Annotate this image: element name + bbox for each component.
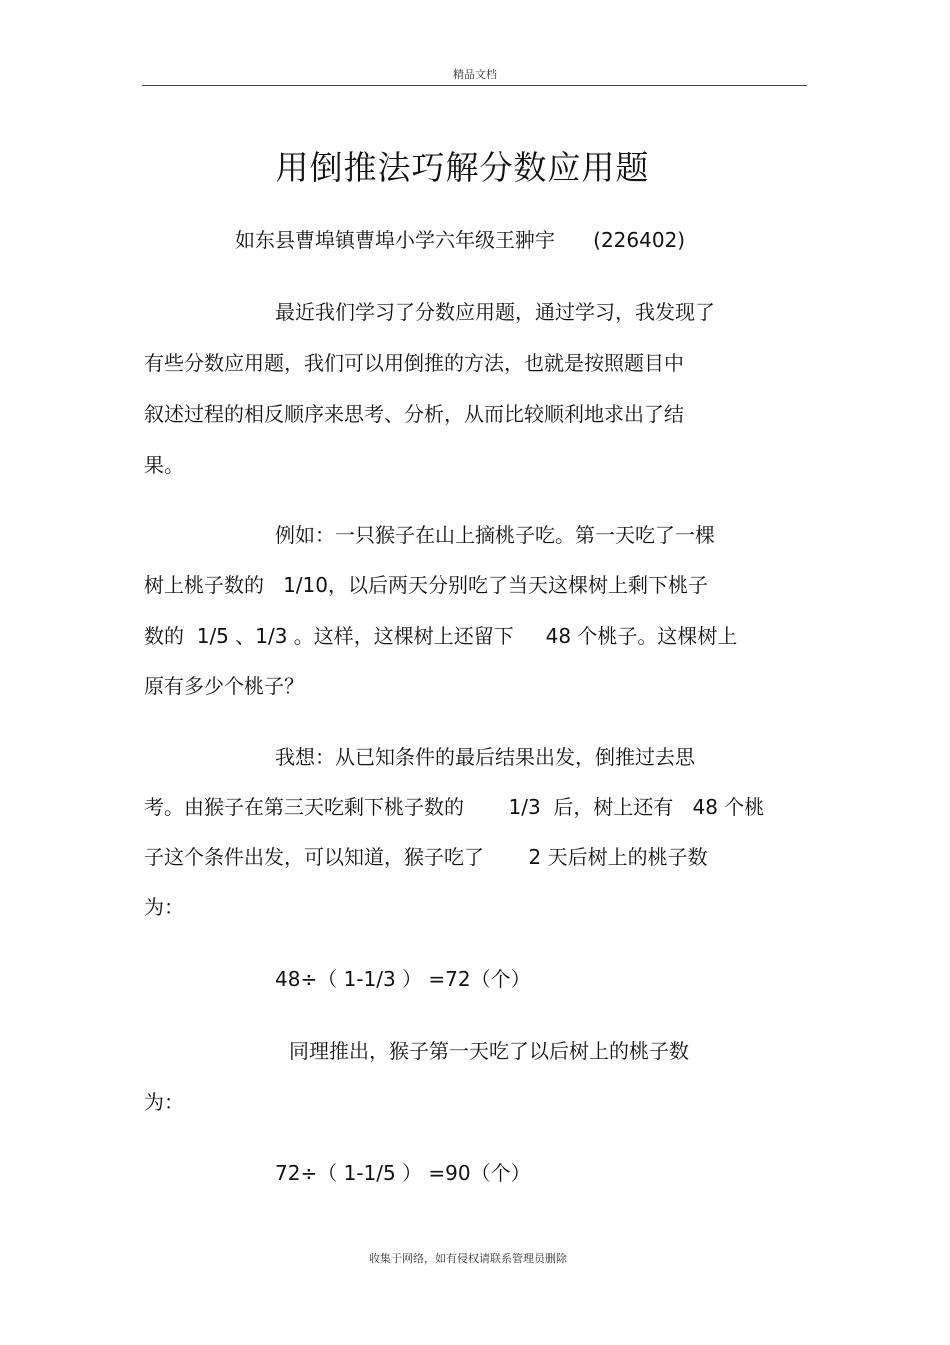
thought-line-4: 为： — [144, 895, 184, 919]
page-header-label: 精品文档 — [453, 68, 497, 81]
same-reason-line-1: 同理推出，猴子第一天吃了以后树上的桃子数 — [289, 1039, 689, 1063]
thought-line-2: 考。由猴子在第三天吃剩下桃子数的 1/3 后，树上还有 48 个桃 — [144, 795, 765, 819]
intro-line-3: 叙述过程的相反顺序来思考、分析，从而比较顺利地求出了结 — [144, 402, 684, 426]
header-divider — [142, 85, 807, 86]
thought-line-3: 子这个条件出发，可以知道，猴子吃了 2 天后树上的桃子数 — [144, 845, 708, 869]
page-footer-label: 收集于网络，如有侵权请联系管理员删除 — [369, 1252, 567, 1265]
article-title: 用倒推法巧解分数应用题 — [275, 148, 650, 187]
example-line-3: 数的 1/5 、1/3 。这样，这棵树上还留下 48 个桃子。这棵树上 — [144, 624, 738, 648]
intro-line-4: 果。 — [144, 453, 184, 477]
intro-line-1: 最近我们学习了分数应用题，通过学习，我发现了 — [275, 300, 715, 324]
intro-line-2: 有些分数应用题，我们可以用倒推的方法，也就是按照题目中 — [144, 351, 684, 375]
example-line-4: 原有多少个桃子？ — [144, 674, 304, 698]
formula-1: 48÷（ 1-1/3 ） =72（个） — [275, 967, 531, 991]
formula-2: 72÷（ 1-1/5 ） =90（个） — [275, 1161, 531, 1185]
author-line: 如东县曹埠镇曹埠小学六年级王翀宇 (226402) — [235, 228, 686, 252]
example-line-1: 例如：一只猴子在山上摘桃子吃。第一天吃了一棵 — [275, 523, 715, 547]
example-line-2: 树上桃子数的 1/10，以后两天分别吃了当天这棵树上剩下桃子 — [144, 573, 708, 597]
thought-line-1: 我想：从已知条件的最后结果出发，倒推过去思 — [275, 745, 695, 769]
same-reason-line-2: 为： — [144, 1090, 184, 1114]
